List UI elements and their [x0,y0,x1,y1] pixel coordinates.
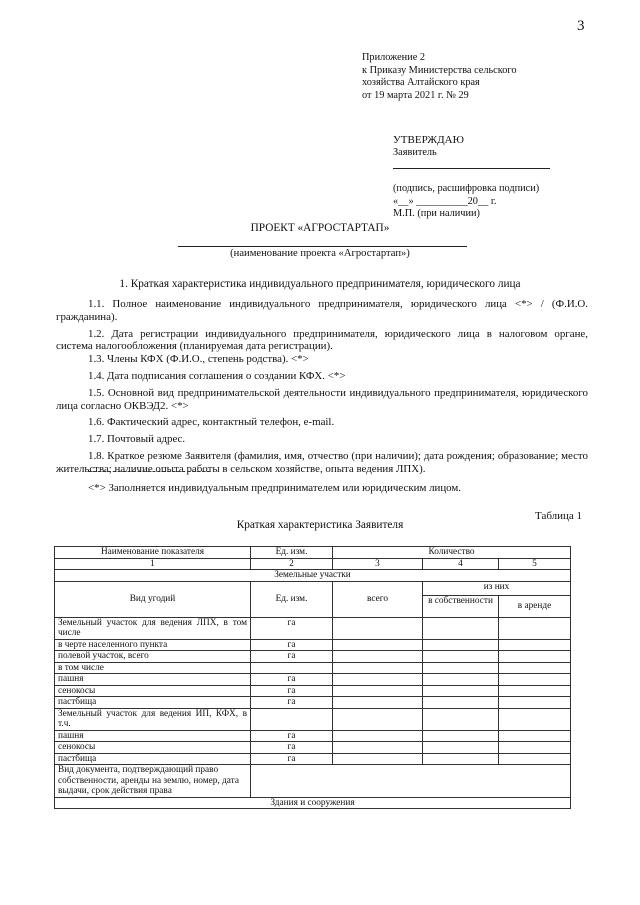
header-cell: Наименование показателя [55,547,251,559]
section-cell: Здания и сооружения [55,797,571,809]
value-cell [423,674,499,686]
section-row [55,570,571,582]
table-row [55,753,571,765]
item: 1.5. Основной вид предпринимательской деятельности индивидуального предпринимателя, юридического лица согласно ОКВЭД2. <*> [56,386,588,412]
footnote-separator [88,471,210,472]
item: 1.2. Дата регистрации индивидуального предпринимателя, юридического лица в налоговом органе, система налогообложения (планируемая дата регистрации). [56,327,588,353]
value-cell [423,742,499,754]
value-cell [499,651,571,663]
document-row [55,765,571,798]
item: 1.3. Члены КФХ (Ф.И.О., степень родства). <*> [88,353,309,366]
approval-title: УТВЕРЖДАЮ [393,134,464,146]
subheader-cell: всего [333,581,423,617]
appendix-line: к Приказу Министерства сельского [362,64,517,76]
subheader-cell: Вид угодий [55,581,251,617]
value-cell [333,708,423,730]
row-name-cell: в черте населенного пункта [55,639,251,651]
col-number-cell: 3 [333,558,423,570]
header-cell: Ед. изм. [251,547,333,559]
table-row [55,639,571,651]
col-number-cell: 5 [499,558,571,570]
row-unit-cell: га [251,651,333,663]
row-unit-cell: га [251,697,333,709]
approval-block [393,134,539,221]
row-unit-cell [251,662,333,674]
subheader-cell: в аренде [499,595,571,617]
value-cell [333,697,423,709]
table-header-row [55,547,571,559]
table-row [55,730,571,742]
subheader-cell: из них [423,581,571,595]
appendix-line: от 19 марта 2021 г. № 29 [362,89,469,101]
value-cell [423,685,499,697]
table-row [55,697,571,709]
value-cell [333,617,423,639]
value-cell [333,742,423,754]
value-cell [499,674,571,686]
header-cell: Количество [333,547,571,559]
project-name-caption: (наименование проекта «Агростартап») [230,248,410,259]
table-row [55,651,571,663]
value-cell [333,730,423,742]
row-name-cell: пастбища [55,753,251,765]
value-cell [423,617,499,639]
row-name-cell: пашня [55,674,251,686]
appendix-line: Приложение 2 [362,52,425,63]
row-name-cell: Вид документа, подтверждающий право собственности, аренды на землю, номер, дата выдачи, срок действия права [55,765,251,798]
value-cell [499,708,571,730]
row-name-cell: Земельный участок для ведения ЛПХ, в том числе [55,617,251,639]
row-unit-cell: га [251,753,333,765]
signature-caption: (подпись, расшифровка подписи) [393,183,540,195]
value-cell [333,651,423,663]
row-name-cell: сенокосы [55,685,251,697]
value-cell [423,697,499,709]
col-number-cell: 1 [55,558,251,570]
row-unit-cell: га [251,674,333,686]
table-row [55,674,571,686]
row-unit-cell: га [251,639,333,651]
item: 1.4. Дата подписания соглашения о создании КФХ. <*> [88,369,346,382]
value-cell [333,674,423,686]
value-cell [499,617,571,639]
value-cell [499,742,571,754]
signature-line [393,168,550,169]
table-row [55,662,571,674]
value-cell [499,753,571,765]
row-name-cell: Земельный участок для ведения ИП, КФХ, в т.ч. [55,708,251,730]
subheader-cell: Ед. изм. [251,581,333,617]
appendix-block [362,52,517,102]
value-cell [333,753,423,765]
page-number: 3 [577,18,585,34]
item: 1.6. Фактический адрес, контактный телефон, e-mail. [88,416,335,429]
table-title: Краткая характеристика Заявителя [236,519,404,531]
row-name-cell: полевой участок, всего [55,651,251,663]
value-cell [423,651,499,663]
row-name-cell: пастбища [55,697,251,709]
project-title: ПРОЕКТ «АГРОСТАРТАП» [250,222,390,234]
item: 1.8. Краткое резюме Заявителя (фамилия, имя, отчество (при наличии); дата рождения; образование; место жительства; наличие опыта работы в сельском хозяйстве, опыта ведения ЛПХ). [56,449,588,475]
value-cell [423,639,499,651]
row-unit-cell: га [251,617,333,639]
value-cell [333,639,423,651]
row-unit-cell: га [251,742,333,754]
value-cell [499,639,571,651]
approval-date: «__» __________20__ г. [393,195,497,207]
footnote: <*> Заполняется индивидуальным предпринимателем или юридическим лицом. [88,482,462,494]
value-cell [423,662,499,674]
row-unit-cell: га [251,730,333,742]
approval-role: Заявитель [393,146,437,158]
table-row [55,685,571,697]
section-row [55,797,571,809]
row-unit-cell [251,708,333,730]
section-cell: Земельные участки [55,570,571,582]
subheader-row [55,581,571,595]
value-cell [251,765,571,798]
value-cell [499,730,571,742]
table-row [55,708,571,730]
value-cell [423,730,499,742]
subheader-cell: в собственности [423,595,499,617]
project-name-line [178,246,467,247]
table-row [55,742,571,754]
value-cell [499,662,571,674]
row-unit-cell: га [251,685,333,697]
row-name-cell: пашня [55,730,251,742]
value-cell [499,685,571,697]
value-cell [333,662,423,674]
stamp-note: М.П. (при наличии) [393,208,480,220]
section-title: 1. Краткая характеристика индивидуального предпринимателя, юридического лица [119,278,521,290]
applicant-table [54,546,571,809]
value-cell [499,697,571,709]
item: 1.7. Почтовый адрес. [88,433,186,446]
appendix-line: хозяйства Алтайского края [362,77,480,89]
table-number: Таблица 1 [535,510,583,522]
value-cell [423,753,499,765]
value-cell [333,685,423,697]
col-number-cell: 2 [251,558,333,570]
column-number-row [55,558,571,570]
value-cell [423,708,499,730]
item: 1.1. Полное наименование индивидуального предпринимателя, юридического лица <*> / (Ф.И.О. гражданина). [56,298,588,323]
col-number-cell: 4 [423,558,499,570]
row-name-cell: в том числе [55,662,251,674]
row-name-cell: сенокосы [55,742,251,754]
section-items [56,298,588,476]
table-row [55,617,571,639]
